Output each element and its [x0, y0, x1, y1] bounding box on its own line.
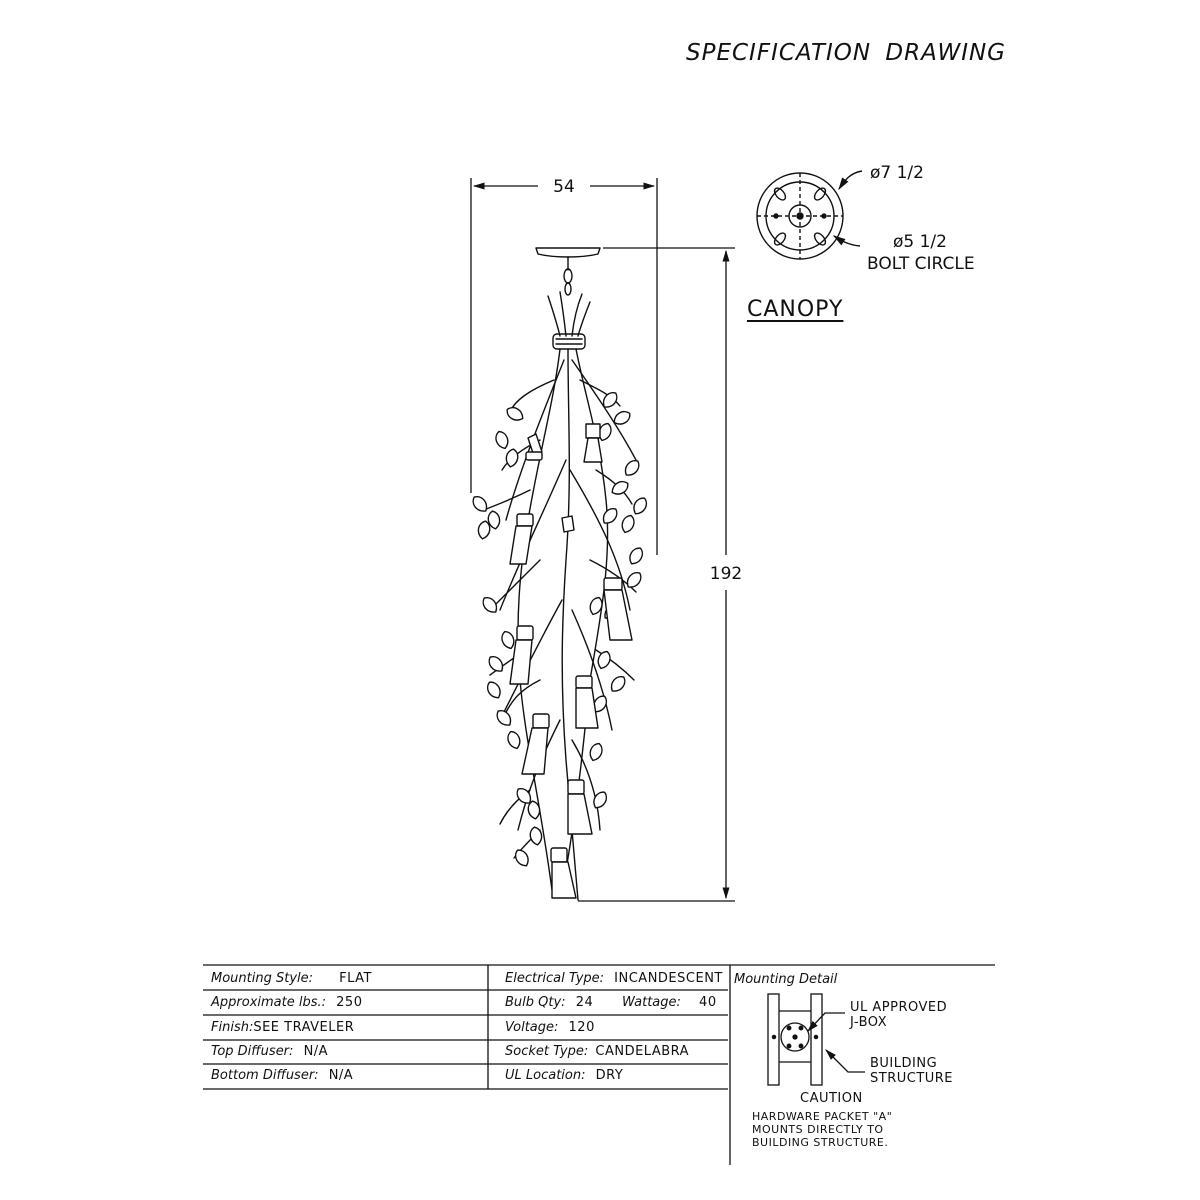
spec-label: UL Location:	[505, 1068, 586, 1083]
structure-label-line2: STRUCTURE	[870, 1071, 954, 1086]
page-title: SPECIFICATION DRAWING	[686, 40, 1007, 66]
spec-wattage	[622, 995, 717, 1010]
spec-label: Top Diffuser:	[211, 1044, 294, 1059]
jbox-label-line2: J-BOX	[850, 1015, 888, 1030]
caution-note-line1: HARDWARE PACKET "A"	[752, 1110, 893, 1123]
spec-label: Electrical Type:	[505, 971, 605, 986]
canopy-label: CANOPY	[747, 297, 844, 322]
spec-label: Wattage:	[622, 995, 681, 1010]
spec-value: N/A	[303, 1044, 329, 1059]
spec-value: 250	[336, 995, 363, 1010]
spec-label: Approximate lbs.:	[211, 995, 327, 1010]
spec-value: 120	[568, 1020, 595, 1035]
spec-label: Mounting Style:	[211, 971, 314, 986]
caution-heading: CAUTION	[800, 1091, 863, 1106]
height-value: 192	[709, 564, 743, 584]
spec-mounting-style	[211, 971, 372, 986]
spec-value: 40	[699, 995, 717, 1010]
spec-voltage	[505, 1020, 595, 1035]
spec-value: DRY	[595, 1068, 624, 1083]
spec-label: Bottom Diffuser:	[211, 1068, 319, 1083]
spec-value: SEE TRAVELER	[253, 1020, 355, 1035]
canopy-diameter: ø7 1/2	[870, 163, 924, 183]
spec-finish	[211, 1020, 354, 1035]
spec-label: Voltage:	[505, 1020, 559, 1035]
canopy-top-view	[757, 171, 862, 259]
spec-approx-lbs	[211, 995, 362, 1010]
spec-bottom-diffuser	[211, 1068, 353, 1083]
spec-top-diffuser	[211, 1044, 328, 1059]
chandelier-sketch	[470, 248, 649, 900]
spec-value: FLAT	[339, 971, 372, 986]
spec-socket-type	[505, 1044, 689, 1059]
spec-electrical-type	[505, 971, 723, 986]
width-value: 54	[553, 177, 575, 197]
bolt-circle-label: BOLT CIRCLE	[867, 254, 975, 274]
spec-value: 24	[575, 995, 594, 1010]
spec-ul-location	[505, 1068, 623, 1083]
spec-value: N/A	[328, 1068, 354, 1083]
spec-label: Socket Type:	[505, 1044, 589, 1059]
spec-label: Bulb Qty:	[505, 995, 566, 1010]
jbox-label-line1: UL APPROVED	[850, 1000, 948, 1015]
spec-label: Finish:	[211, 1020, 254, 1035]
spec-value: CANDELABRA	[595, 1044, 690, 1059]
bolt-circle-diameter: ø5 1/2	[893, 232, 947, 252]
spec-value: INCANDESCENT	[614, 971, 723, 986]
mounting-detail-title: Mounting Detail	[734, 972, 838, 987]
spec-bulb-qty	[505, 995, 593, 1010]
caution-note-line2: MOUNTS DIRECTLY TO	[752, 1123, 884, 1136]
structure-label-line1: BUILDING	[870, 1056, 938, 1071]
caution-note-line3: BUILDING STRUCTURE.	[752, 1136, 889, 1149]
